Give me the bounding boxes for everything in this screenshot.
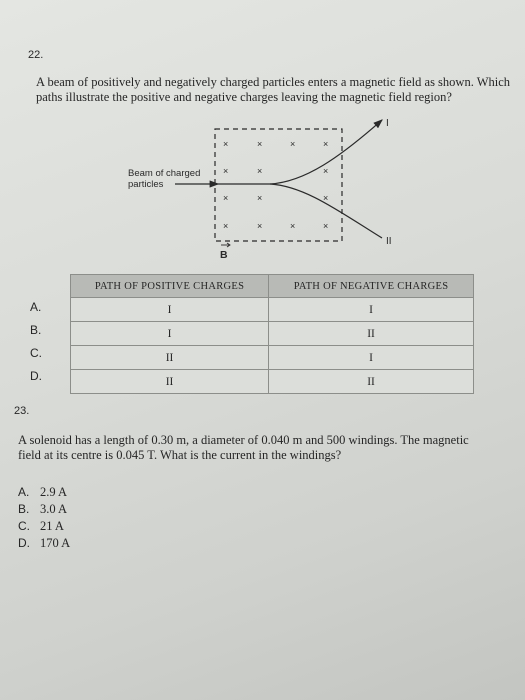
table-row <box>71 346 474 370</box>
choice-c-value: 21 A <box>40 519 64 533</box>
choice-a-label: A. <box>18 485 30 499</box>
field-cross: × <box>223 139 229 149</box>
field-b-label: B <box>220 249 228 261</box>
beam-label-line-2: particles <box>128 179 164 190</box>
magnetic-field-diagram <box>120 112 420 264</box>
field-cross: × <box>223 166 229 176</box>
row-c-negative: I <box>269 346 474 370</box>
question-23-number: 23. <box>14 405 30 417</box>
row-a-label: A. <box>30 300 42 314</box>
answer-table <box>70 274 474 394</box>
table-header-row <box>71 275 474 298</box>
choice-b-label: B. <box>18 502 30 516</box>
table-row <box>71 298 474 322</box>
choice-d <box>18 536 70 551</box>
field-cross: × <box>223 193 229 203</box>
row-b-negative: II <box>269 322 474 346</box>
choice-a-value: 2.9 A <box>40 485 68 499</box>
choice-d-label: D. <box>18 536 30 550</box>
row-a-positive: I <box>71 298 269 322</box>
question-22-text <box>36 75 516 105</box>
row-d-negative: II <box>269 370 474 394</box>
field-cross: × <box>323 166 329 176</box>
question-23-text <box>18 433 518 463</box>
header-negative: PATH OF NEGATIVE CHARGES <box>269 275 474 298</box>
path-I-label: I <box>386 118 389 129</box>
choice-d-value: 170 A <box>40 536 71 550</box>
field-cross: × <box>257 166 263 176</box>
choice-b <box>18 502 67 517</box>
question-22-line-1: A beam of positively and negatively charged particles enters a magnetic field as shown. Which <box>36 75 511 89</box>
question-23-line-2: field at its centre is 0.045 T. What is the current in the windings? <box>18 448 342 462</box>
choice-c <box>18 519 64 534</box>
question-22-line-2: paths illustrate the positive and negative charges leaving the magnetic field region? <box>36 90 452 104</box>
choice-c-label: C. <box>18 519 30 533</box>
field-cross: × <box>223 221 229 231</box>
row-b-label: B. <box>30 323 42 337</box>
table-row <box>71 370 474 394</box>
field-cross: × <box>323 221 329 231</box>
header-positive: PATH OF POSITIVE CHARGES <box>71 275 269 298</box>
field-cross: × <box>257 193 263 203</box>
field-cross: × <box>290 139 296 149</box>
field-cross: × <box>257 221 263 231</box>
field-cross: × <box>290 221 296 231</box>
row-d-label: D. <box>30 369 42 383</box>
field-cross: × <box>323 139 329 149</box>
choice-b-value: 3.0 A <box>40 502 68 516</box>
row-d-positive: II <box>71 370 269 394</box>
table-row <box>71 322 474 346</box>
path-II-label: II <box>386 236 392 247</box>
question-23-line-1: A solenoid has a length of 0.30 m, a diameter of 0.040 m and 500 windings. The magnetic <box>18 433 469 447</box>
row-a-negative: I <box>269 298 474 322</box>
field-cross: × <box>323 193 329 203</box>
row-b-positive: I <box>71 322 269 346</box>
path-I-curve <box>218 120 382 184</box>
question-22-number: 22. <box>28 49 44 61</box>
row-c-positive: II <box>71 346 269 370</box>
beam-label-line-1: Beam of charged <box>128 168 201 179</box>
field-cross: × <box>257 139 263 149</box>
row-c-label: C. <box>30 346 42 360</box>
choice-a <box>18 485 67 500</box>
